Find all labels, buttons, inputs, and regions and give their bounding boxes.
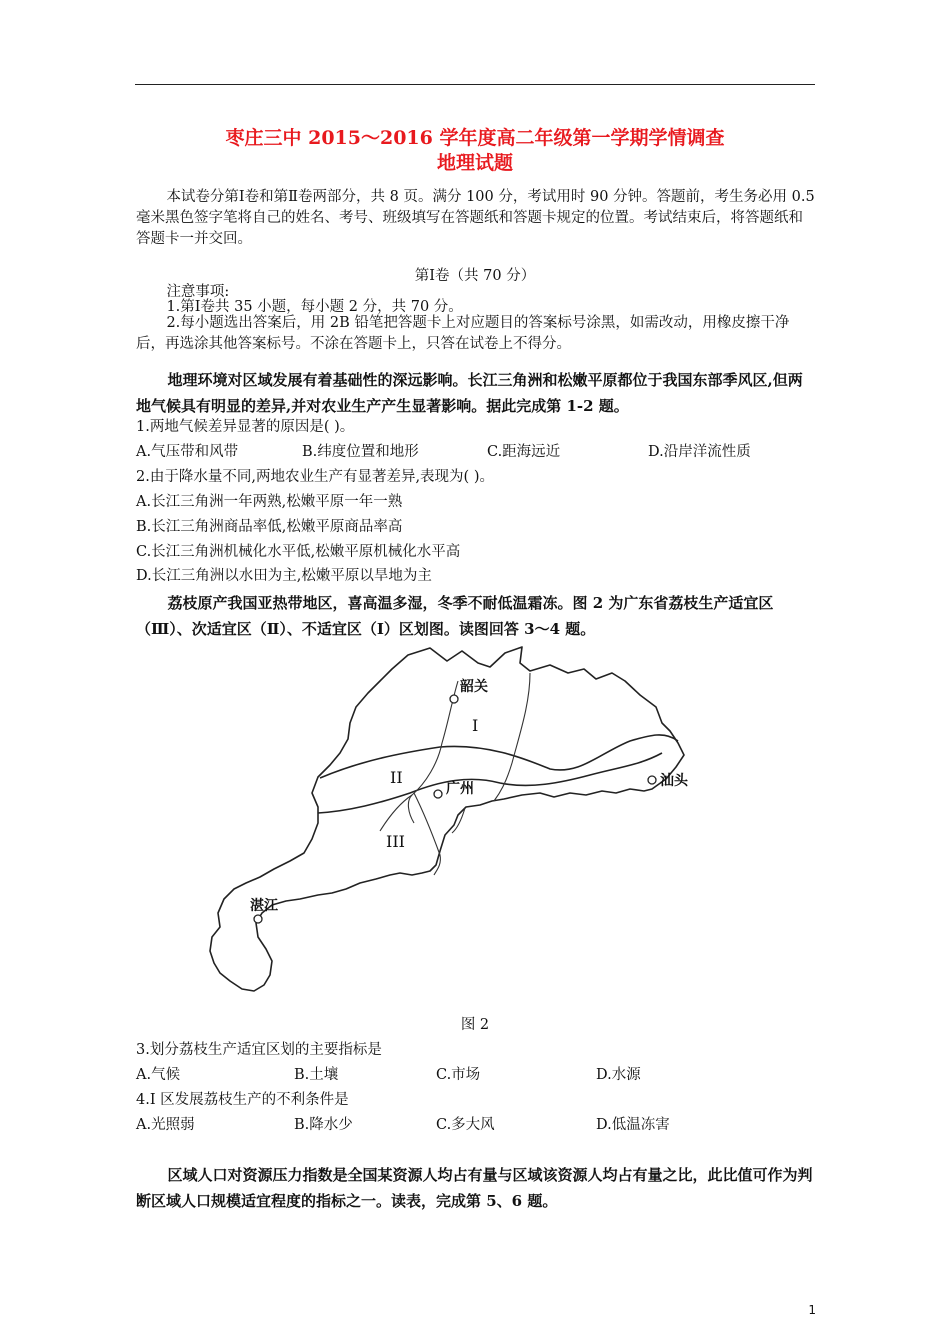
notes-item-2: 2.每小题选出答案后，用 2B 铅笔把答题卡上对应题目的答案标号涂黑，如需改动，用橡皮擦干净后，再选涂其他答案标号。不涂在答题卡上，只答在试卷上不得分。 xyxy=(136,315,790,352)
question-4-option-d: D.低温冻害 xyxy=(596,1117,670,1133)
city-marker-shaoguan xyxy=(450,695,458,703)
question-2-option-c: C.长江三角洲机械化水平低,松嫩平原机械化水平高 xyxy=(136,544,461,560)
city-marker-guangzhou xyxy=(434,790,442,798)
passage-1: 地理环境对区域发展有着基础性的深远影响。长江三角洲和松嫩平原都位于我国东部季风区,但两地气候具有明显的差异,并对农业生产产生显著影响。据此完成第 1-2 题。 xyxy=(136,371,803,415)
question-3-option-a: A.气候 xyxy=(136,1067,181,1083)
question-3-option-b: B.土壤 xyxy=(294,1067,339,1083)
zone-label-iii: III xyxy=(386,832,405,851)
exam-instructions: 本试卷分第Ⅰ卷和第Ⅱ卷两部分，共 8 页。满分 100 分，考试用时 90 分钟。答题前，考生务必用 0.5 毫米黑色签字笔将自己的姓名、考号、班级填写在答题纸和答题卡规定的位置。考试结束后，将答题纸和答题卡一并交回。 xyxy=(136,189,815,247)
question-4-option-c: C.多大风 xyxy=(436,1117,495,1133)
question-3-option-d: D.水源 xyxy=(596,1067,641,1083)
question-2-option-b: B.长江三角洲商品率低,松嫩平原商品率高 xyxy=(136,519,403,535)
zone-label-ii: II xyxy=(390,768,403,787)
passage-3: 区域人口对资源压力指数是全国某资源人均占有量与区域该资源人均占有量之比，此比值可作为判断区域人口规模适宜程度的指标之一。读表，完成第 5、6 题。 xyxy=(136,1166,813,1210)
page-number: 1 xyxy=(808,1303,816,1317)
zone-boundary-upper xyxy=(320,735,678,778)
question-1-option-a: A.气压带和风带 xyxy=(136,444,239,460)
notes-heading: 注意事项: xyxy=(166,284,230,300)
province-outline xyxy=(210,647,684,991)
section-title: 第Ⅰ卷（共 70 分） xyxy=(414,268,536,284)
question-2-option-a: A.长江三角洲一年两熟,松嫩平原一年一熟 xyxy=(136,494,403,510)
city-label-zhanjiang: 湛江 xyxy=(250,898,278,914)
exam-title: 枣庄三中 2015～2016 学年度高二年级第一学期学情调查 xyxy=(225,127,725,149)
city-marker-zhanjiang xyxy=(254,915,262,923)
question-1-option-b: B.纬度位置和地形 xyxy=(302,444,419,460)
exam-subject: 地理试题 xyxy=(436,152,513,174)
zone-label-i: I xyxy=(472,716,479,735)
lychee-zoning-map xyxy=(200,643,700,1008)
city-marker-shantou xyxy=(648,776,656,784)
question-3-option-c: C.市场 xyxy=(436,1067,481,1083)
city-label-shaoguan: 韶关 xyxy=(460,679,488,695)
question-1-option-d: D.沿岸洋流性质 xyxy=(648,444,751,460)
notes-item-1: 1.第Ⅰ卷共 35 小题，每小题 2 分，共 70 分。 xyxy=(166,299,463,315)
city-label-guangzhou: 广州 xyxy=(446,781,474,797)
question-4-stem: 4.Ⅰ 区发展荔枝生产的不利条件是 xyxy=(136,1092,349,1108)
river xyxy=(494,673,530,801)
question-4-option-b: B.降水少 xyxy=(294,1117,353,1133)
question-1-stem: 1.两地气候差异显著的原因是( )。 xyxy=(136,419,355,435)
question-2-stem: 2.由于降水量不同,两地农业生产有显著差异,表现为( )。 xyxy=(136,469,494,485)
header-rule xyxy=(135,84,815,85)
city-label-shantou: 汕头 xyxy=(660,773,688,789)
question-4-option-a: A.光照弱 xyxy=(136,1117,195,1133)
figure-caption: 图 2 xyxy=(460,1017,490,1033)
question-2-option-d: D.长江三角洲以水田为主,松嫩平原以旱地为主 xyxy=(136,568,432,584)
river xyxy=(452,808,465,833)
river xyxy=(408,681,458,823)
question-3-stem: 3.划分荔枝生产适宜区划的主要指标是 xyxy=(136,1042,382,1058)
question-1-option-c: C.距海远近 xyxy=(487,444,561,460)
passage-2: 荔枝原产我国亚热带地区，喜高温多湿，冬季不耐低温霜冻。图 2 为广东省荔枝生产适宜区（Ⅲ）、次适宜区（Ⅱ）、不适宜区（Ⅰ）区划图。读图回答 3～4 题。 xyxy=(136,594,774,638)
